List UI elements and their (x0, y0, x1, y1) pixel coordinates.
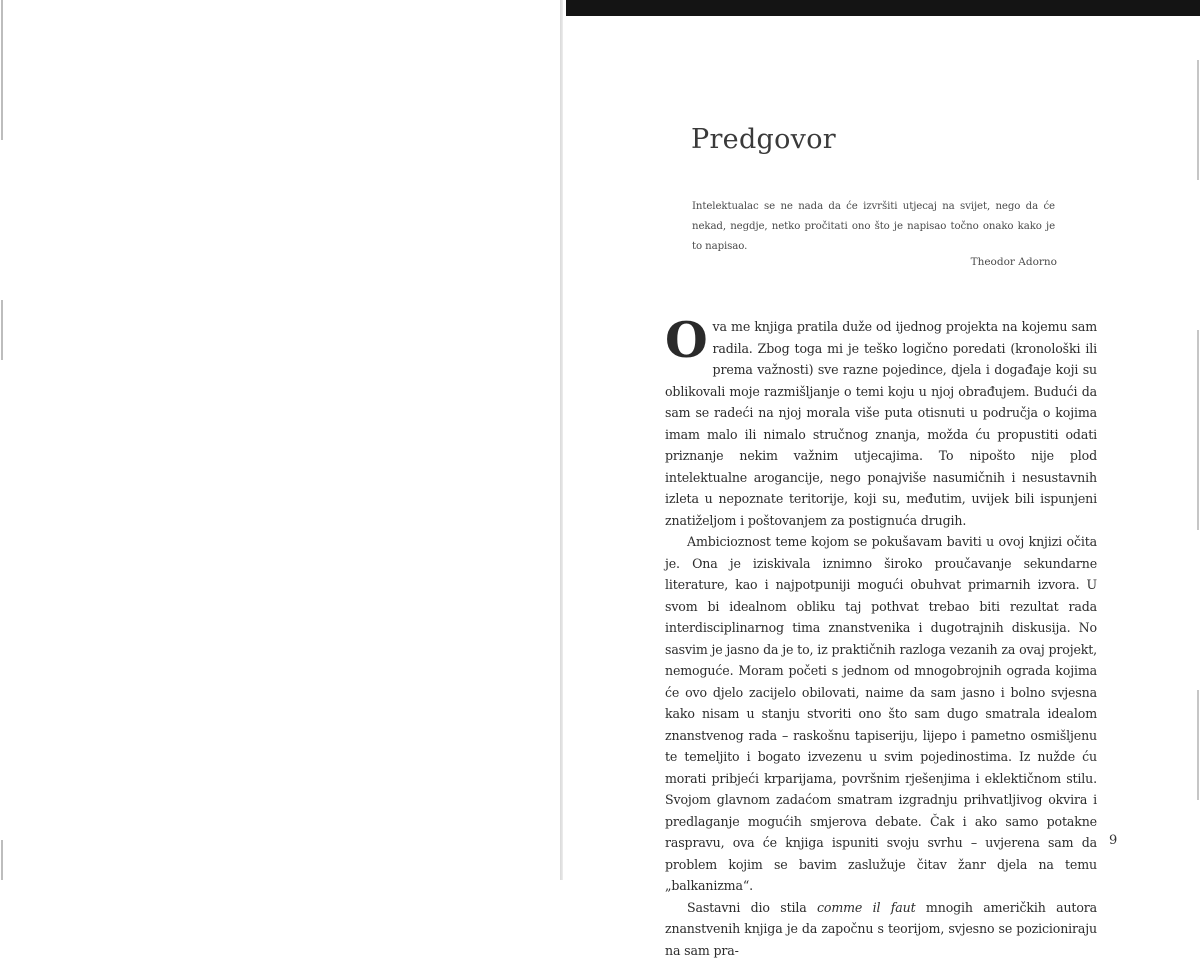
paragraph-3-italic-phrase: comme il faut (817, 900, 916, 915)
paragraph-3-text-end: mnogih američkih autora znanstvenih knjiga je da započnu s teorijom, svjesno se pozicioniraju na sam pra- (665, 900, 1097, 958)
chapter-title: Predgovor (691, 124, 836, 155)
paragraph-1 (665, 316, 1097, 531)
drop-cap: O (665, 320, 708, 360)
epigraph-quote: Intelektualac se ne nada da će izvršiti utjecaj na svijet, nego da će nekad, negdje, netko pročitati ono što je napisao točno onako kako je to napisao. (692, 197, 1055, 257)
paragraph-3-text-start: Sastavni dio stila (687, 900, 817, 915)
body-text (665, 316, 1097, 961)
paragraph-3 (665, 897, 1097, 961)
right-scan-edge (1192, 0, 1200, 880)
paragraph-1-text: va me knjiga pratila duže od ijednog projekta na kojemu sam radila. Zbog toga mi je teško logično poredati (kronološki ili prema važnosti) sve razne pojedince, djela i događaje koji su oblikovali moje razmišljanje o temi koju u njoj obrađujem. Budući da sam se radeći na njoj morala više puta otisnuti u područja o kojima imam malo ili nimalo stručnog znanja, možda ću propustiti odati priznanje nekim važnim utjecajima. To nipošto nije plod intelektualne arogancije, nego ponajviše nasumičnih i nesustavnih izleta u nepoznate teritorije, koji su, međutim, uvijek bili ispunjeni znatiželjom i poštovanjem za postignuća drugih. (665, 319, 1097, 528)
paragraph-2: Ambicioznost teme kojom se pokušavam baviti u ovoj knjizi očita je. Ona je iziskivala iznimno široko proučavanje sekundarne literature, kao i najpotpuniji mogući obuhvat primarnih izvora. U svom bi idealnom obliku taj pothvat trebao biti rezultat rada interdisciplinarnog tima znanstvenika i dugotrajnih diskusija. No sasvim je jasno da je to, iz praktičnih razloga vezanih za ovaj projekt, nemoguće. Moram početi s jednom od mnogobrojnih ograda kojima će ovo djelo zacijelo obilovati, naime da sam jasno i bolno svjesna kako nisam u stanju stvoriti ono što sam dugo smatrala idealom znanstvenog rada – raskošnu tapiseriju, lijepo i pametno osmišljenu te temeljito i bogato izvezenu u svim pojedinostima. Iz nužde ću morati pribjeći krparijama, površnim rješenjima i eklektičnom stilu. Svojom glavnom zadaćom smatram izgradnju prihvatljivog okvira i predlaganje mogućih smjerova debate. Čak i ako samo potakne raspravu, ova će knjiga ispuniti svoju svrhu – uvjerena sam da problem kojim se bavim zaslužuje čitav žanr djela na temu „balkanizma“. (665, 531, 1097, 897)
left-page-blank (0, 0, 560, 880)
epigraph-author: Theodor Adorno (880, 256, 1057, 268)
scan-shadow-bar (566, 0, 1200, 16)
page-number: 9 (1109, 833, 1117, 848)
left-scan-edge (0, 0, 6, 880)
